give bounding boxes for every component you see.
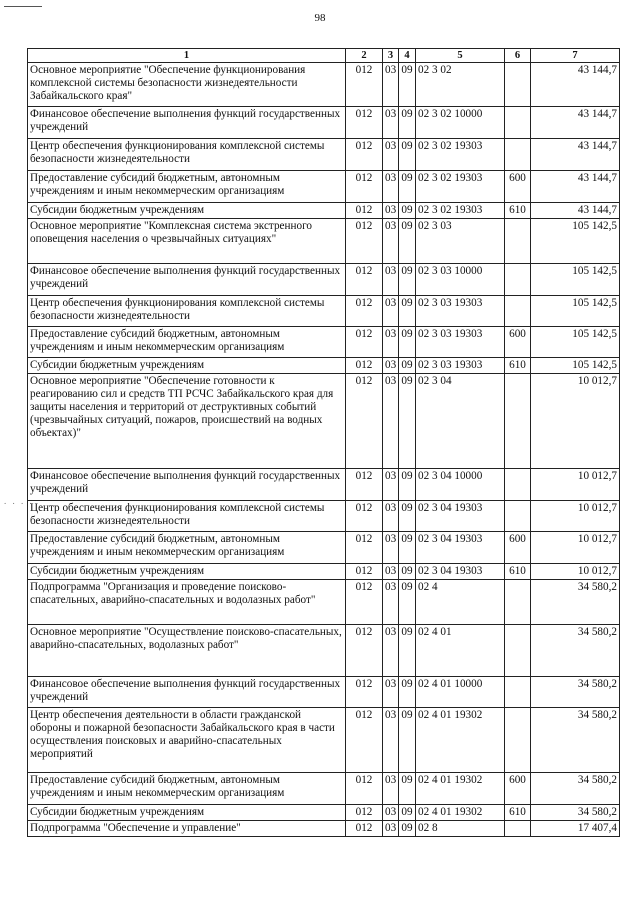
row-sum: 43 144,7 <box>531 107 620 139</box>
row-pr: 09 <box>399 532 416 564</box>
row-vr <box>505 264 531 296</box>
row-grbs: 012 <box>346 219 383 264</box>
row-grbs: 012 <box>346 821 383 837</box>
row-pr: 09 <box>399 564 416 580</box>
row-pr: 09 <box>399 374 416 469</box>
row-rz: 03 <box>383 532 399 564</box>
table-row <box>28 708 620 773</box>
table-row <box>28 264 620 296</box>
row-sum: 34 580,2 <box>531 580 620 625</box>
table-row <box>28 469 620 501</box>
row-grbs: 012 <box>346 358 383 374</box>
row-pr: 09 <box>399 625 416 677</box>
row-sum: 43 144,7 <box>531 171 620 203</box>
row-name: Предоставление субсидий бюджетным, автономным учреждениям и иным некоммерческим организациям <box>28 773 346 805</box>
table-row <box>28 821 620 837</box>
row-rz: 03 <box>383 171 399 203</box>
row-vr: 610 <box>505 564 531 580</box>
row-rz: 03 <box>383 107 399 139</box>
header-col-4: 4 <box>399 49 416 63</box>
row-csr: 02 8 <box>416 821 505 837</box>
table-row <box>28 564 620 580</box>
row-csr: 02 3 04 19303 <box>416 532 505 564</box>
row-name: Основное мероприятие "Осуществление поисково-спасательных, аварийно-спасательных, водолазных работ" <box>28 625 346 677</box>
row-grbs: 012 <box>346 532 383 564</box>
row-vr <box>505 469 531 501</box>
header-col-6: 6 <box>505 49 531 63</box>
row-sum: 10 012,7 <box>531 374 620 469</box>
row-name: Основное мероприятие "Комплексная система экстренного оповещения населения о чрезвычайных ситуациях" <box>28 219 346 264</box>
row-pr: 09 <box>399 171 416 203</box>
row-sum: 34 580,2 <box>531 708 620 773</box>
row-vr <box>505 625 531 677</box>
row-rz: 03 <box>383 63 399 107</box>
row-name: Предоставление субсидий бюджетным, автономным учреждениям и иным некоммерческим организациям <box>28 532 346 564</box>
row-csr: 02 4 01 10000 <box>416 677 505 708</box>
row-sum: 43 144,7 <box>531 139 620 171</box>
row-vr <box>505 501 531 532</box>
row-grbs: 012 <box>346 469 383 501</box>
row-sum: 43 144,7 <box>531 203 620 219</box>
table-row <box>28 171 620 203</box>
row-grbs: 012 <box>346 501 383 532</box>
row-grbs: 012 <box>346 625 383 677</box>
row-vr <box>505 63 531 107</box>
row-pr: 09 <box>399 296 416 327</box>
row-rz: 03 <box>383 580 399 625</box>
row-sum: 10 012,7 <box>531 564 620 580</box>
row-name: Центр обеспечения функционирования комплексной системы безопасности жизнедеятельности <box>28 296 346 327</box>
row-rz: 03 <box>383 773 399 805</box>
row-rz: 03 <box>383 677 399 708</box>
row-pr: 09 <box>399 63 416 107</box>
row-csr: 02 3 03 19303 <box>416 358 505 374</box>
row-rz: 03 <box>383 327 399 358</box>
row-csr: 02 3 04 <box>416 374 505 469</box>
top-rule <box>4 6 42 7</box>
row-csr: 02 3 02 <box>416 63 505 107</box>
row-grbs: 012 <box>346 708 383 773</box>
row-pr: 09 <box>399 203 416 219</box>
row-name: Основное мероприятие "Обеспечение функционирования комплексной системы безопасности жизнедеятельности Забайкальского края" <box>28 63 346 107</box>
row-rz: 03 <box>383 501 399 532</box>
row-sum: 105 142,5 <box>531 327 620 358</box>
row-grbs: 012 <box>346 139 383 171</box>
row-name: Финансовое обеспечение выполнения функций государственных учреждений <box>28 677 346 708</box>
row-pr: 09 <box>399 805 416 821</box>
row-name: Центр обеспечения функционирования комплексной системы безопасности жизнедеятельности <box>28 501 346 532</box>
table-row <box>28 773 620 805</box>
table-row <box>28 501 620 532</box>
row-sum: 17 407,4 <box>531 821 620 837</box>
row-grbs: 012 <box>346 296 383 327</box>
row-vr: 600 <box>505 773 531 805</box>
row-grbs: 012 <box>346 327 383 358</box>
row-csr: 02 3 03 19303 <box>416 296 505 327</box>
row-csr: 02 3 03 10000 <box>416 264 505 296</box>
row-name: Центр обеспечения деятельности в области гражданской обороны и пожарной безопасности Забайкальского края в части осуществления поисковых и аварийно-спасательных мероприятий <box>28 708 346 773</box>
row-vr <box>505 821 531 837</box>
row-name: Субсидии бюджетным учреждениям <box>28 805 346 821</box>
table-row <box>28 219 620 264</box>
row-vr: 610 <box>505 805 531 821</box>
row-sum: 105 142,5 <box>531 219 620 264</box>
row-vr: 600 <box>505 327 531 358</box>
row-sum: 34 580,2 <box>531 805 620 821</box>
row-rz: 03 <box>383 264 399 296</box>
row-pr: 09 <box>399 501 416 532</box>
row-sum: 43 144,7 <box>531 63 620 107</box>
row-vr: 610 <box>505 358 531 374</box>
row-rz: 03 <box>383 805 399 821</box>
row-csr: 02 3 04 19303 <box>416 564 505 580</box>
row-sum: 105 142,5 <box>531 264 620 296</box>
row-csr: 02 3 02 19303 <box>416 203 505 219</box>
row-name: Финансовое обеспечение выполнения функций государственных учреждений <box>28 264 346 296</box>
row-sum: 10 012,7 <box>531 469 620 501</box>
row-pr: 09 <box>399 219 416 264</box>
table-body <box>28 63 620 837</box>
row-sum: 105 142,5 <box>531 296 620 327</box>
row-sum: 34 580,2 <box>531 625 620 677</box>
row-vr <box>505 708 531 773</box>
row-vr <box>505 296 531 327</box>
row-grbs: 012 <box>346 264 383 296</box>
table-row <box>28 677 620 708</box>
table-row <box>28 203 620 219</box>
row-pr: 09 <box>399 469 416 501</box>
row-grbs: 012 <box>346 564 383 580</box>
header-col-1: 1 <box>28 49 346 63</box>
row-csr: 02 4 01 <box>416 625 505 677</box>
row-vr <box>505 139 531 171</box>
row-vr: 600 <box>505 532 531 564</box>
row-pr: 09 <box>399 107 416 139</box>
table-row <box>28 327 620 358</box>
row-grbs: 012 <box>346 107 383 139</box>
row-rz: 03 <box>383 296 399 327</box>
row-rz: 03 <box>383 821 399 837</box>
row-name: Финансовое обеспечение выполнения функций государственных учреждений <box>28 107 346 139</box>
table-row <box>28 625 620 677</box>
row-sum: 34 580,2 <box>531 677 620 708</box>
row-vr <box>505 219 531 264</box>
row-csr: 02 3 02 19303 <box>416 139 505 171</box>
table-row <box>28 139 620 171</box>
row-csr: 02 3 04 19303 <box>416 501 505 532</box>
row-rz: 03 <box>383 219 399 264</box>
table-row <box>28 296 620 327</box>
row-pr: 09 <box>399 708 416 773</box>
table-row <box>28 63 620 107</box>
row-csr: 02 3 02 19303 <box>416 171 505 203</box>
row-csr: 02 4 01 19302 <box>416 805 505 821</box>
table-row <box>28 805 620 821</box>
row-vr <box>505 107 531 139</box>
row-csr: 02 4 01 19302 <box>416 708 505 773</box>
row-csr: 02 4 01 19302 <box>416 773 505 805</box>
page-number: 98 <box>314 12 326 24</box>
row-grbs: 012 <box>346 374 383 469</box>
row-csr: 02 3 02 10000 <box>416 107 505 139</box>
row-rz: 03 <box>383 625 399 677</box>
row-csr: 02 4 <box>416 580 505 625</box>
row-name: Финансовое обеспечение выполнения функций государственных учреждений <box>28 469 346 501</box>
row-name: Центр обеспечения функционирования комплексной системы безопасности жизнедеятельности <box>28 139 346 171</box>
row-rz: 03 <box>383 708 399 773</box>
margin-dots: . . . . <box>4 496 34 506</box>
row-vr <box>505 374 531 469</box>
row-sum: 105 142,5 <box>531 358 620 374</box>
row-name: Подпрограмма "Организация и проведение поисково-спасательных, аварийно-спасательных и водолазных работ" <box>28 580 346 625</box>
row-pr: 09 <box>399 327 416 358</box>
row-rz: 03 <box>383 374 399 469</box>
row-vr: 610 <box>505 203 531 219</box>
row-name: Субсидии бюджетным учреждениям <box>28 203 346 219</box>
table-row <box>28 580 620 625</box>
table-row <box>28 107 620 139</box>
row-rz: 03 <box>383 358 399 374</box>
row-sum: 10 012,7 <box>531 532 620 564</box>
row-rz: 03 <box>383 139 399 171</box>
row-grbs: 012 <box>346 677 383 708</box>
row-pr: 09 <box>399 358 416 374</box>
row-name: Предоставление субсидий бюджетным, автономным учреждениям и иным некоммерческим организациям <box>28 171 346 203</box>
header-col-5: 5 <box>416 49 505 63</box>
row-grbs: 012 <box>346 773 383 805</box>
row-rz: 03 <box>383 203 399 219</box>
row-grbs: 012 <box>346 580 383 625</box>
row-name: Субсидии бюджетным учреждениям <box>28 358 346 374</box>
row-pr: 09 <box>399 139 416 171</box>
row-rz: 03 <box>383 469 399 501</box>
row-csr: 02 3 03 19303 <box>416 327 505 358</box>
row-sum: 10 012,7 <box>531 501 620 532</box>
row-name: Подпрограмма "Обеспечение и управление" <box>28 821 346 837</box>
header-col-2: 2 <box>346 49 383 63</box>
row-name: Предоставление субсидий бюджетным, автономным учреждениям и иным некоммерческим организациям <box>28 327 346 358</box>
table-row <box>28 374 620 469</box>
table-header-row <box>28 49 620 63</box>
row-vr <box>505 580 531 625</box>
row-sum: 34 580,2 <box>531 773 620 805</box>
row-grbs: 012 <box>346 805 383 821</box>
row-rz: 03 <box>383 564 399 580</box>
header-col-7: 7 <box>531 49 620 63</box>
table-row <box>28 358 620 374</box>
row-pr: 09 <box>399 580 416 625</box>
row-name: Субсидии бюджетным учреждениям <box>28 564 346 580</box>
row-pr: 09 <box>399 821 416 837</box>
row-grbs: 012 <box>346 171 383 203</box>
row-pr: 09 <box>399 264 416 296</box>
row-vr <box>505 677 531 708</box>
header-col-3: 3 <box>383 49 399 63</box>
row-pr: 09 <box>399 677 416 708</box>
row-csr: 02 3 04 10000 <box>416 469 505 501</box>
row-csr: 02 3 03 <box>416 219 505 264</box>
row-vr: 600 <box>505 171 531 203</box>
budget-table <box>27 48 620 837</box>
row-grbs: 012 <box>346 203 383 219</box>
table-row <box>28 532 620 564</box>
row-pr: 09 <box>399 773 416 805</box>
row-grbs: 012 <box>346 63 383 107</box>
row-name: Основное мероприятие "Обеспечение готовности к реагированию сил и средств ТП РСЧС Забайкальского края для защиты населения и территорий от деструктивных событий (чрезвычайных ситуаций, пожаров, происшествий на водных объектах)" <box>28 374 346 469</box>
